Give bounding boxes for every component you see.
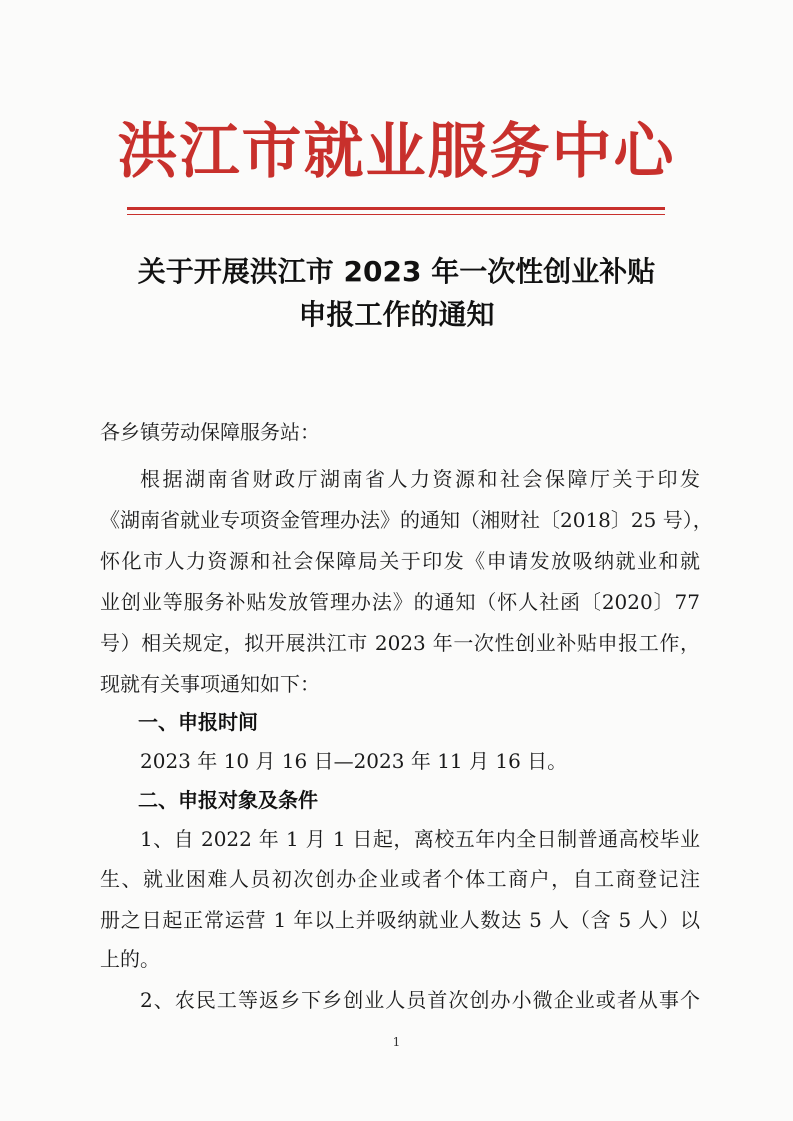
salutation: 各乡镇劳动保障服务站： [100,420,320,444]
header-rule-thick [127,207,665,210]
page-number: 1 [392,1035,401,1049]
intro-line: 业创业等服务补贴发放管理办法》的通知（怀人社函〔2020〕77 [100,590,700,614]
intro-line: 根据湖南省财政厅湖南省人力资源和社会保障厅关于印发 [140,467,700,491]
application-period: 2023 年 10 月 16 日—2023 年 11 月 16 日。 [140,749,568,773]
intro-line: 怀化市人力资源和社会保障局关于印发《申请发放吸纳就业和就 [100,549,700,573]
item-1-line: 1、自 2022 年 1 月 1 日起，离校五年内全日制普通高校毕业 [140,827,700,851]
header-rule-thin [127,214,665,215]
item-1-line: 册之日起正常运营 1 年以上并吸纳就业人数达 5 人（含 5 人）以 [100,908,700,932]
intro-line: 《湖南省就业专项资金管理办法》的通知（湘财社〔2018〕25 号）， [100,508,713,532]
item-2-line: 2、农民工等返乡下乡创业人员首次创办小微企业或者从事个 [140,988,700,1012]
intro-line: 现就有关事项通知如下： [100,672,320,696]
item-1-line: 生、就业困难人员初次创办企业或者个体工商户，自工商登记注 [100,867,700,891]
intro-line: 号）相关规定，拟开展洪江市 2023 年一次性创业补贴申报工作， [100,631,700,655]
document-title-line-2: 申报工作的通知 [298,298,495,331]
issuing-organization-header: 洪江市就业服务中心 [117,117,676,187]
section-heading-time: 一、申报时间 [138,710,258,734]
item-1-line: 上的。 [100,947,160,971]
section-heading-eligibility: 二、申报对象及条件 [138,788,318,812]
document-title-line-1: 关于开展洪江市 2023 年一次性创业补贴 [137,255,656,288]
